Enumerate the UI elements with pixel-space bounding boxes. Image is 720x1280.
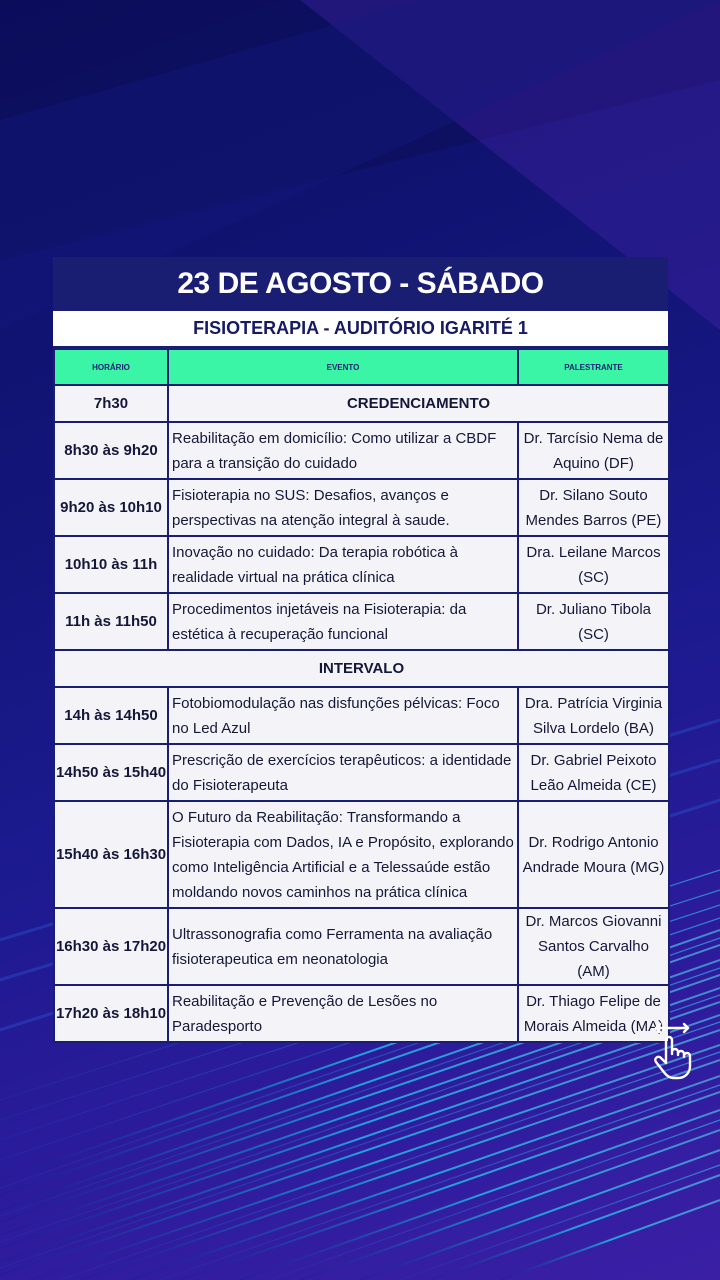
table-row: [54, 593, 669, 650]
table-row: [54, 422, 669, 479]
table-row: [54, 908, 669, 985]
schedule-table-container: [53, 257, 668, 1043]
session-event: Fisioterapia no SUS: Desafios, avanços e perspectivas na atenção integral à saude.: [168, 479, 518, 536]
session-time: 9h20 às 10h10: [54, 479, 168, 536]
session-event: Reabilitação em domicílio: Como utilizar a CBDF para a transição do cuidado: [168, 422, 518, 479]
session-speaker: Dr. Rodrigo Antonio Andrade Moura (MG): [518, 801, 669, 908]
session-event: Ultrassonografia como Ferramenta na avaliação fisioterapeutica em neonatologia: [168, 908, 518, 985]
session-time: 17h20 às 18h10: [54, 985, 168, 1042]
session-speaker: Dr. Tarcísio Nema de Aquino (DF): [518, 422, 669, 479]
table-row: [54, 744, 669, 801]
session-speaker: Dr. Thiago Felipe de Morais Almeida (MA): [518, 985, 669, 1042]
session-speaker: Dr. Gabriel Peixoto Leão Almeida (CE): [518, 744, 669, 801]
table-row: [54, 536, 669, 593]
session-event: Inovação no cuidado: Da terapia robótica à realidade virtual na prática clínica: [168, 536, 518, 593]
column-header-event: EVENTO: [168, 349, 518, 385]
intervalo-row: [54, 650, 669, 687]
session-time: 14h50 às 15h40: [54, 744, 168, 801]
session-speaker: Dra. Leilane Marcos (SC): [518, 536, 669, 593]
schedule-table: [53, 348, 670, 1043]
credenciamento-label: CREDENCIAMENTO: [168, 385, 669, 422]
table-row: [54, 801, 669, 908]
session-time: 14h às 14h50: [54, 687, 168, 744]
intervalo-label: INTERVALO: [54, 650, 669, 687]
session-event: Procedimentos injetáveis na Fisioterapia: da estética à recuperação funcional: [168, 593, 518, 650]
session-time: 16h30 às 17h20: [54, 908, 168, 985]
table-row: [54, 687, 669, 744]
session-event: O Futuro da Reabilitação: Transformando a Fisioterapia com Dados, IA e Propósito, explorando como Inteligência Artificial e a Telessaúde estão moldando novos caminhos na prática clínica: [168, 801, 518, 908]
credenciamento-row: [54, 385, 669, 422]
column-header-speaker: PALESTRANTE: [518, 349, 669, 385]
column-header-time: HORÁRIO: [54, 349, 168, 385]
session-speaker: Dr. Silano Souto Mendes Barros (PE): [518, 479, 669, 536]
session-time: 10h10 às 11h: [54, 536, 168, 593]
session-time: 11h às 11h50: [54, 593, 168, 650]
session-speaker: Dra. Patrícia Virginia Silva Lordelo (BA): [518, 687, 669, 744]
session-speaker: Dr. Marcos Giovanni Santos Carvalho (AM): [518, 908, 669, 985]
table-header-row: [54, 349, 669, 385]
page-title: 23 DE AGOSTO - SÁBADO: [53, 257, 668, 311]
venue-subtitle: FISIOTERAPIA - AUDITÓRIO IGARITÉ 1: [53, 311, 668, 348]
session-event: Reabilitação e Prevenção de Lesões no Paradesporto: [168, 985, 518, 1042]
credenciamento-time: 7h30: [54, 385, 168, 422]
session-event: Prescrição de exercícios terapêuticos: a identidade do Fisioterapeuta: [168, 744, 518, 801]
session-time: 15h40 às 16h30: [54, 801, 168, 908]
swipe-hand-icon: [648, 1022, 696, 1080]
session-time: 8h30 às 9h20: [54, 422, 168, 479]
table-row: [54, 985, 669, 1042]
session-event: Fotobiomodulação nas disfunções pélvicas: Foco no Led Azul: [168, 687, 518, 744]
table-row: [54, 479, 669, 536]
session-speaker: Dr. Juliano Tibola (SC): [518, 593, 669, 650]
